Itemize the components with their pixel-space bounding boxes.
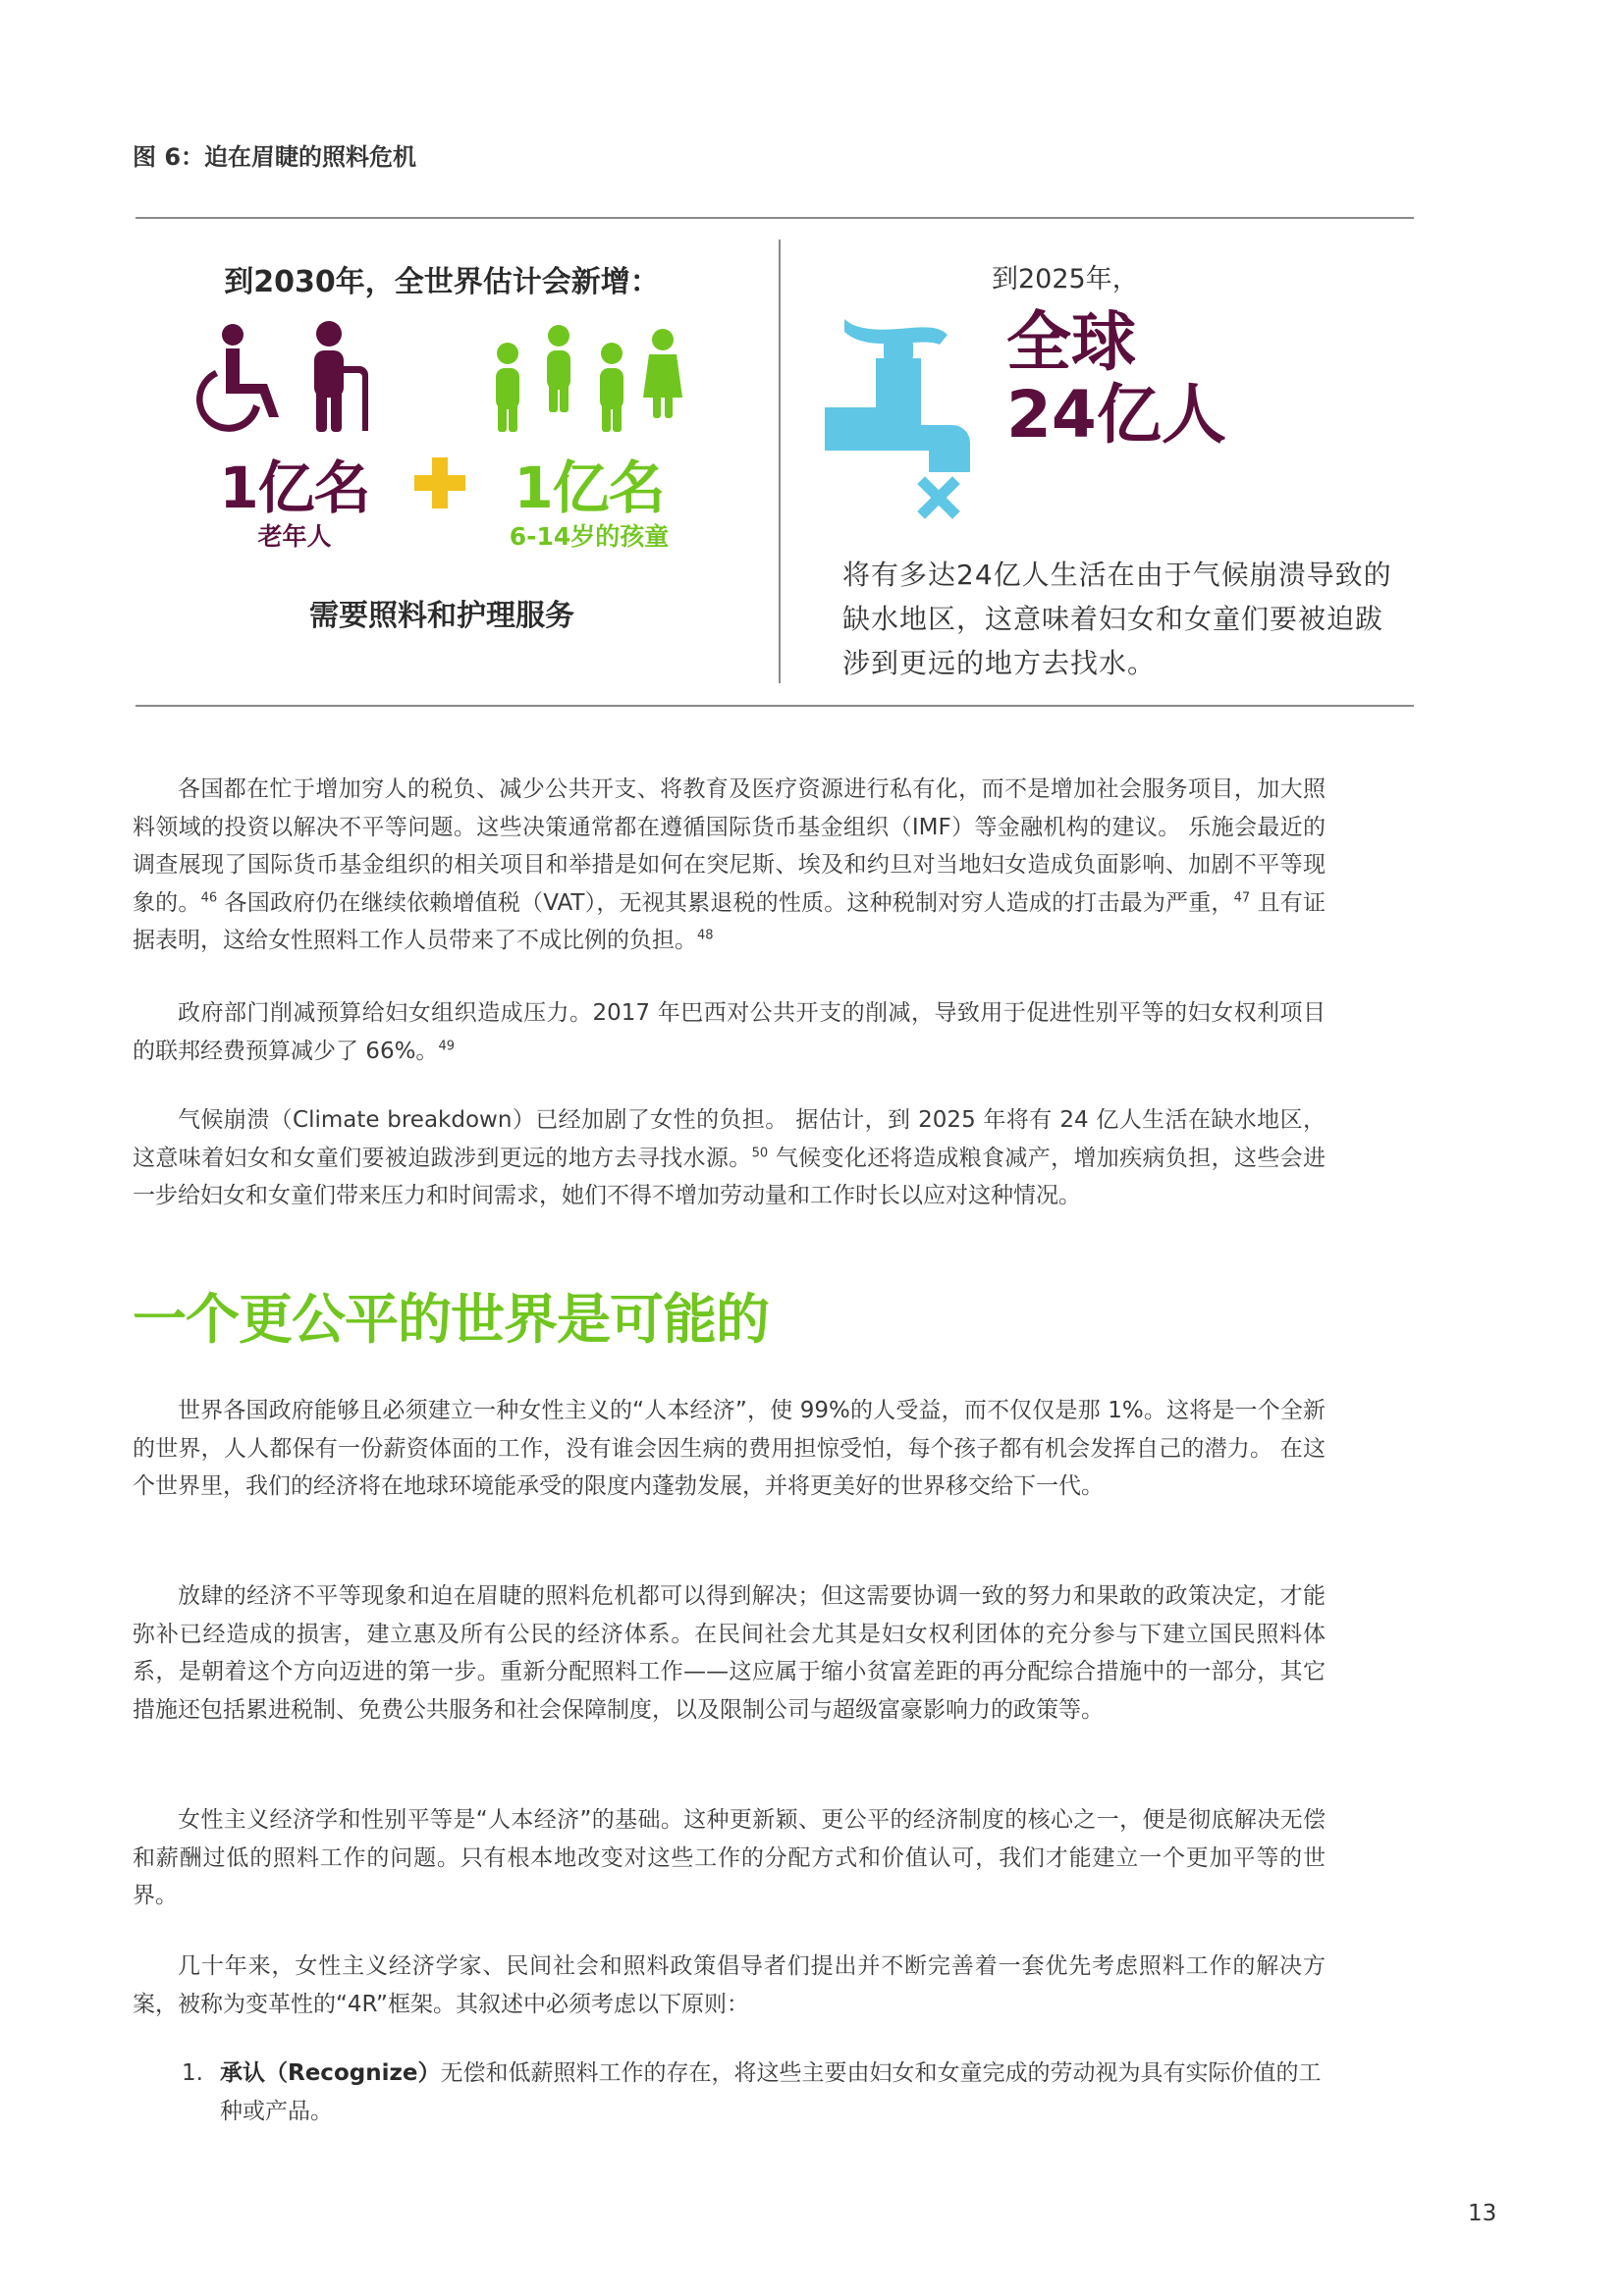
figure-bottom-rule bbox=[135, 705, 1414, 707]
figure-top-rule bbox=[135, 217, 1414, 219]
plus-icon bbox=[410, 454, 469, 512]
figure-divider bbox=[779, 240, 781, 683]
figure-right-big-line2: 24亿人 bbox=[1006, 377, 1226, 453]
paragraph-3: 气候崩溃（Climate breakdown）已经加剧了女性的负担。 据估计，到 2025 年将有 24 亿人生活在缺水地区，这意味着妇女和女童们要被迫跋涉到更远的地方去寻找水源。$^{50}$ 气候变化还将造成粮食减产，增加疾病负担，这些会进一步给妇女和女童们带来压力和时间需求，她们不得不增加劳动量和工作时长以应对这种情况。 bbox=[133, 1107, 1326, 1208]
child-icon bbox=[600, 343, 623, 432]
water-tap-icon bbox=[825, 319, 982, 525]
footnote-ref: 47 bbox=[1233, 889, 1251, 905]
footnote-ref: 46 bbox=[200, 889, 218, 905]
paragraph-6: 女性主义经济学和性别平等是“人本经济”的基础。这种更新颖、更公平的经济制度的核心之一，便是彻底解决无偿和薪酬过低的照料工作的问题。只有根本地改变对这些工作的分配方式和价值认可，我们才能建立一个更加平等的世界。 bbox=[133, 1807, 1326, 1908]
list-item-number: 1. bbox=[182, 2060, 203, 2086]
footnote-ref: 48 bbox=[697, 928, 714, 943]
paragraph-5: 放肆的经济不平等现象和迫在眉睫的照料危机都可以得到解决；但这需要协调一致的努力和果敢的政策决定，才能弥补已经造成的损害，建立惠及所有公民的经济体系。在民间社会尤其是妇女权利团体的充分参与下建立国民照料体系，是朝着这个方向迈进的第一步。重新分配照料工作——这应属于缩小贫富差距的再分配综合措施中的一部分，其它措施还包括累进税制、免费公共服务和社会保障制度，以及限制公司与超级富豪影响力的政策等。 bbox=[133, 1583, 1326, 1723]
paragraph-7: 几十年来，女性主义经济学家、民间社会和照料政策倡导者们提出并不断完善着一套优先考虑照料工作的解决方案，被称为变革性的“4R”框架。其叙述中必须考虑以下原则： bbox=[133, 1953, 1326, 2017]
cross-icon bbox=[925, 484, 952, 511]
wheelchair-icon bbox=[196, 324, 279, 432]
children-count: 1亿名 bbox=[514, 454, 665, 521]
child-icon bbox=[643, 329, 682, 418]
paragraph-4: 世界各国政府能够且必须建立一种女性主义的“人本经济”，使 99%的人受益，而不仅仅是那 1%。这将是一个全新的世界，人人都保有一份薪资体面的工作，没有谁会因生病的费用担惊受怕，每个孩子都有机会发挥自己的潜力。 在这个世界里，我们的经济将在地球环境能承受的限度内蓬勃发展，并将更美好的世界移交给下一代。 bbox=[133, 1398, 1326, 1499]
figure-right-big-line1: 全球 bbox=[1006, 304, 1136, 380]
figure-left-footer: 需要照料和护理服务 bbox=[309, 599, 574, 633]
child-icon bbox=[547, 325, 570, 412]
section-heading: 一个更公平的世界是可能的 bbox=[133, 1288, 770, 1351]
figure-title: 图 6：迫在眉睫的照料危机 bbox=[133, 143, 417, 171]
figure-right-description: 将有多达24亿人生活在由于气候崩溃导致的缺水地区，这意味着妇女和女童们要被迫跋涉到更远的地方去找水。 bbox=[842, 559, 1392, 679]
elderly-count: 1亿名 bbox=[219, 454, 370, 521]
figure-right-year: 到2025年， bbox=[992, 264, 1139, 294]
list-item-term: 承认（Recognize） bbox=[220, 2060, 441, 2086]
children-icons bbox=[486, 322, 697, 445]
paragraph-2: 政府部门削减预算给妇女组织造成压力。2017 年巴西对公共开支的削减，导致用于促进性别平等的妇女权利项目的联邦经费预算减少了 66%。$^{49}$ bbox=[133, 1000, 1326, 1064]
footnote-ref: 50 bbox=[751, 1145, 769, 1160]
child-icon bbox=[496, 343, 519, 432]
elderly-label: 老年人 bbox=[257, 522, 332, 551]
elderly-icons bbox=[191, 319, 388, 447]
footnote-ref: 49 bbox=[438, 1038, 455, 1053]
paragraph-1: 各国都在忙于增加穷人的税负、减少公共开支、将教育及医疗资源进行私有化，而不是增加社会服务项目，加大照料领域的投资以解决不平等问题。这些决策通常都在遵循国际货币基金组织（IMF）等金融机构的建议。 乐施会最近的调查展现了国际货币基金组织的相关项目和举措是如何在突尼斯、埃及和约旦对当地妇女造成负面影响、加剧不平等现象的。$^{46}$ 各国政府仍在继续依赖增值税（VAT），无视其累退税的性质。这种税制对穷人造成的打击最为严重，$^{47}$ 且有证据表明，这给女性照料工作人员带来了不成比例的负担。$^{48}$ bbox=[133, 776, 1326, 953]
elderly-person-icon bbox=[314, 321, 368, 432]
page-number: 13 bbox=[1468, 2201, 1497, 2226]
figure-left-heading: 到2030年，全世界估计会新增： bbox=[224, 265, 660, 299]
list-item: 承认（Recognize）无偿和低薪照料工作的存在，将这些主要由妇女和女童完成的劳动视为具有实际价值的工种或产品。 bbox=[220, 2060, 1322, 2124]
children-label: 6-14岁的孩童 bbox=[509, 522, 670, 551]
